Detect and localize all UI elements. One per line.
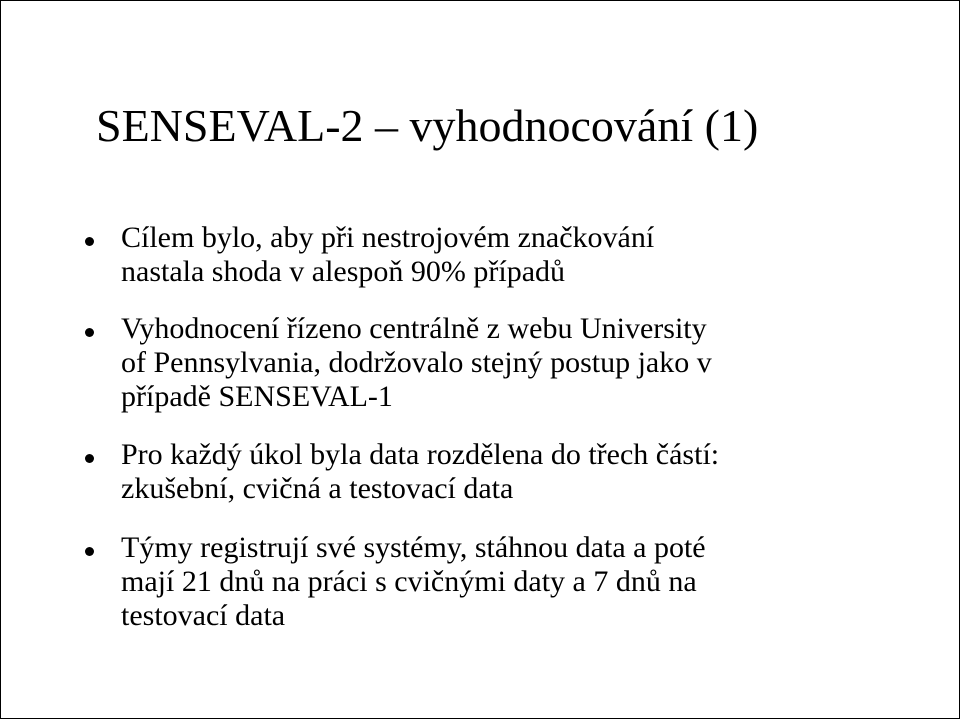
- bullet-point-icon: [85, 328, 94, 337]
- bullet-text: Cílem bylo, aby při nestrojovém značkování nastala shoda v alespoň 90% případů: [121, 221, 655, 288]
- slide-title: SENSEVAL-2 – vyhodnocování (1): [96, 100, 759, 151]
- bullet-text: Vyhodnocení řízeno centrálně z webu University of Pennsylvania, dodržovalo stejný postup jako v případě SENSEVAL-1: [121, 312, 712, 413]
- bullet-point-icon: [85, 237, 94, 246]
- bullet-point-icon: [85, 454, 94, 463]
- bullet-point-icon: [85, 547, 94, 556]
- bullet-text: Týmy registrují své systémy, stáhnou data a poté mají 21 dnů na práci s cvičnými daty a 7 dnů na testovací data: [121, 531, 706, 632]
- bullet-text: Pro každý úkol byla data rozdělena do třech částí: zkušební, cvičná a testovací data: [121, 438, 720, 505]
